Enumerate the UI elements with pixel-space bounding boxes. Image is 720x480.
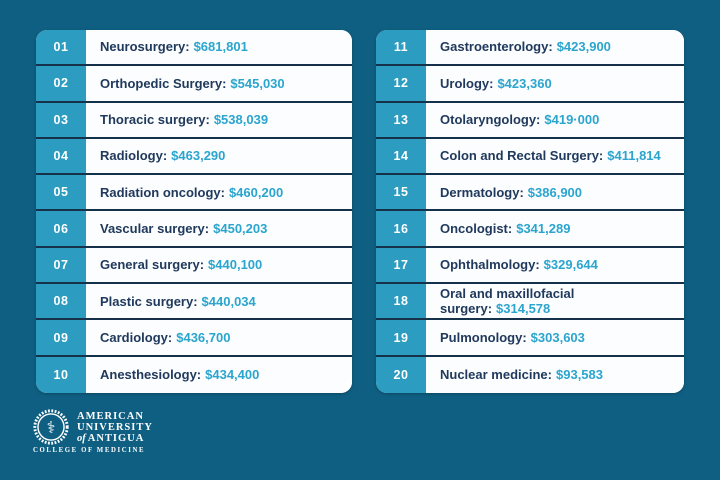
row-text <box>100 39 248 54</box>
ranking-row <box>376 211 684 247</box>
row-content <box>86 357 352 393</box>
specialty-label: Plastic surgery: <box>100 293 198 309</box>
row-text <box>440 112 599 127</box>
salary-value: $423,360 <box>497 75 552 91</box>
salary-value: $450,203 <box>213 220 268 236</box>
salary-value: $423,900 <box>556 39 611 55</box>
specialty-label: Otolaryngology: <box>440 112 541 128</box>
salary-value: $419·000 <box>544 112 600 128</box>
specialty-label: General surgery: <box>100 257 205 273</box>
row-text <box>100 367 259 382</box>
specialty-label: Radiology: <box>100 148 168 164</box>
row-content <box>426 66 684 100</box>
specialty-label: Urology: <box>440 75 494 91</box>
salary-value: $436,700 <box>176 329 231 345</box>
specialty-label: Neurosurgery: <box>100 39 190 55</box>
salary-value: $460,200 <box>228 184 284 200</box>
row-text <box>440 76 552 91</box>
logo-college-of-medicine: COLLEGE OF MEDICINE <box>33 447 146 454</box>
specialty-label: Gastroenterology: <box>440 39 553 55</box>
ranking-row <box>36 284 352 320</box>
row-text <box>440 148 661 163</box>
salary-value: $545,030 <box>230 75 285 91</box>
row-text <box>440 185 582 200</box>
salary-value: $434,400 <box>205 367 260 383</box>
row-content <box>426 175 684 209</box>
row-content <box>426 139 684 173</box>
ranking-row <box>376 175 684 211</box>
specialty-label: Vascular surgery: <box>100 220 210 236</box>
ranking-row <box>36 103 352 139</box>
salary-value: $329,644 <box>543 257 598 273</box>
logo-of: of <box>77 432 86 444</box>
row-text <box>100 76 285 91</box>
ranking-row <box>36 211 352 247</box>
ranking-row <box>376 320 684 356</box>
row-text <box>100 294 256 309</box>
row-text <box>440 221 570 236</box>
rank-badge: 16 <box>376 211 426 245</box>
rank-badge: 04 <box>36 139 86 173</box>
salary-value: $538,039 <box>213 112 269 128</box>
rank-badge: 12 <box>376 66 426 100</box>
rank-badge: 17 <box>376 248 426 282</box>
specialty-label: Oral and maxillofacial surgery: <box>440 285 575 317</box>
salary-value: $411,814 <box>607 148 661 164</box>
row-content <box>426 357 684 393</box>
specialty-label: Nuclear medicine: <box>440 367 552 383</box>
salary-value: $681,801 <box>193 39 248 55</box>
row-content <box>86 175 352 209</box>
ranking-row <box>376 284 684 320</box>
row-content <box>86 320 352 354</box>
ranking-row <box>36 66 352 102</box>
row-content <box>426 284 684 318</box>
university-seal-icon <box>33 409 69 445</box>
ranking-row <box>36 357 352 393</box>
salary-value: $303,603 <box>530 329 585 345</box>
ranking-row <box>36 30 352 66</box>
specialty-label: Thoracic surgery: <box>100 112 210 128</box>
rank-badge: 06 <box>36 211 86 245</box>
row-content <box>86 139 352 173</box>
salary-value: $341,289 <box>516 220 571 236</box>
ranking-row <box>376 66 684 102</box>
row-text <box>100 221 267 236</box>
ranking-row <box>36 175 352 211</box>
rank-badge: 14 <box>376 139 426 173</box>
rank-badge: 11 <box>376 30 426 64</box>
row-content <box>426 103 684 137</box>
row-text <box>100 112 268 127</box>
ranking-row <box>36 320 352 356</box>
salary-value: $463,290 <box>171 148 226 164</box>
row-text <box>440 39 611 54</box>
row-content <box>426 248 684 282</box>
rank-badge: 03 <box>36 103 86 137</box>
salary-value: $440,034 <box>201 293 256 309</box>
university-logo <box>33 409 153 454</box>
row-text <box>440 286 678 317</box>
ranking-row <box>376 30 684 66</box>
salary-value: $314,578 <box>496 301 551 317</box>
salary-ranking-card-left <box>36 30 352 393</box>
rank-badge: 18 <box>376 284 426 318</box>
row-text <box>100 185 283 200</box>
row-text <box>440 257 598 272</box>
row-content <box>426 30 684 64</box>
specialty-label: Cardiology: <box>100 329 173 345</box>
ranking-row <box>376 103 684 139</box>
row-content <box>86 66 352 100</box>
row-content <box>426 320 684 354</box>
rank-badge: 02 <box>36 66 86 100</box>
logo-line-american: AMERICAN <box>77 410 144 422</box>
row-content <box>86 248 352 282</box>
ranking-row <box>376 357 684 393</box>
logo-antigua: ANTIGUA <box>87 432 145 444</box>
logo-line-university: UNIVERSITY <box>77 421 153 433</box>
specialty-label: Radiation oncology: <box>100 184 225 200</box>
caduceus-icon: ⚕ <box>46 417 56 437</box>
salary-value: $386,900 <box>527 184 583 200</box>
row-content <box>86 211 352 245</box>
ranking-row <box>36 139 352 175</box>
logo-wordmark <box>77 411 153 444</box>
rank-badge: 19 <box>376 320 426 354</box>
rank-badge: 15 <box>376 175 426 209</box>
rank-badge: 01 <box>36 30 86 64</box>
specialty-label: Ophthalmology: <box>440 257 540 273</box>
salary-ranking-card-right <box>376 30 684 393</box>
row-text <box>100 257 262 272</box>
row-text <box>100 148 225 163</box>
rank-badge: 07 <box>36 248 86 282</box>
logo-top-row <box>33 409 153 445</box>
row-content <box>86 30 352 64</box>
specialty-label: Pulmonology: <box>440 329 527 345</box>
row-content <box>426 211 684 245</box>
ranking-row <box>376 248 684 284</box>
specialty-label: Anesthesiology: <box>100 367 202 383</box>
rank-badge: 10 <box>36 357 86 393</box>
rank-badge: 20 <box>376 357 426 393</box>
row-text <box>100 330 230 345</box>
rank-badge: 08 <box>36 284 86 318</box>
row-text <box>440 367 603 382</box>
ranking-row <box>376 139 684 175</box>
rank-badge: 13 <box>376 103 426 137</box>
rank-badge: 05 <box>36 175 86 209</box>
specialty-label: Colon and Rectal Surgery: <box>440 148 604 164</box>
specialty-label: Dermatology: <box>440 184 524 200</box>
specialty-label: Orthopedic Surgery: <box>100 75 227 91</box>
row-text <box>440 330 585 345</box>
logo-line-antigua <box>77 433 153 444</box>
row-content <box>86 284 352 318</box>
salary-value: $440,100 <box>208 257 263 273</box>
salary-value: $93,583 <box>556 367 603 383</box>
specialty-label: Oncologist: <box>440 220 513 236</box>
ranking-row <box>36 248 352 284</box>
row-content <box>86 103 352 137</box>
rank-badge: 09 <box>36 320 86 354</box>
